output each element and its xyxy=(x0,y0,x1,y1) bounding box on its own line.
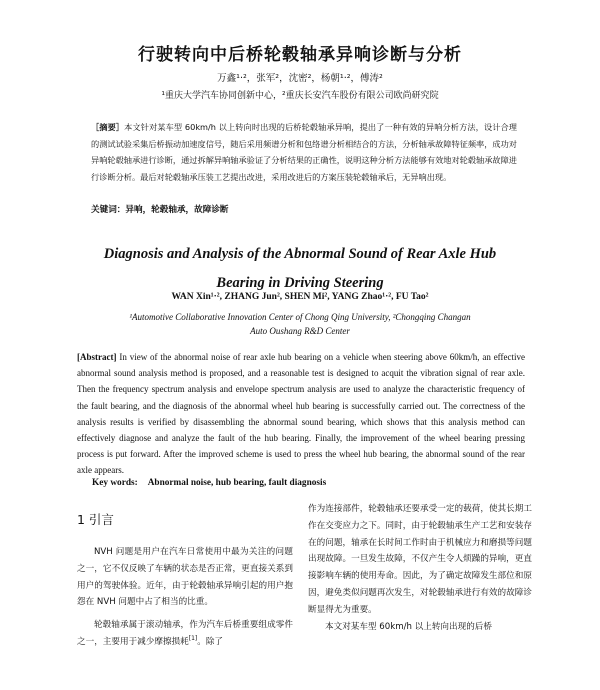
abstract-cn xyxy=(91,119,517,185)
affiliations-en-line1: ¹Automotive Collaborative Innovation Center of Chong Qing University, ²Chongqing Changan xyxy=(129,312,471,322)
paper-title-cn: 行驶转向中后桥轮毂轴承异响诊断与分析 xyxy=(138,45,462,65)
authors-en: WAN Xin¹·², ZHANG Jun², SHEN Mi², YANG Zhao¹·², FU Tao² xyxy=(171,292,429,302)
authors-cn: 万鑫¹·²，张军²，沈密²，杨朝¹·²，傅涛² xyxy=(217,73,383,84)
body-paragraph xyxy=(77,617,293,651)
abstract-en-text: In view of the abnormal noise of rear axle hub bearing on a vehicle when steering above 60km/h, an effective abnormal sound analysis method is proposed, and a reasonable test is designed to acquit the vibration signal of rear axle. Then the frequency spectrum analysis and envelope spectrum analysis are used to analyze the characteristic frequency of the fault bearing, and the diagnosis of the abnormal wheel hub bearing is successfully carried out. The correctness of the analysis results is verified by disassembling the abnormal sound bearing, which shows that this analysis method can effectively diagnose and analyze the fault of the hub bearing. Finally, the improvement of the wheel bearing pressing process is put forward. After the improved scheme is used to press the wheel hub bearing, the abnormal sound of the rear axle appears. xyxy=(77,352,526,476)
body-paragraph-text: 轮毂轴承属于滚动轴承，作为汽车后桥重要组成零件之一，主要用于减少摩擦损耗 xyxy=(77,620,293,647)
citation-ref: [1] xyxy=(188,635,198,643)
affiliations-en xyxy=(0,310,600,338)
affiliations-cn: ¹重庆大学汽车协同创新中心，²重庆长安汽车股份有限公司欧尚研究院 xyxy=(161,91,439,101)
keywords-cn-label: 关键词： xyxy=(91,205,126,215)
abstract-cn-label: ［摘要］ xyxy=(91,122,125,132)
paper-title-en xyxy=(0,240,600,298)
keywords-cn xyxy=(91,203,517,215)
keywords-cn-text: 异响，轮毂轴承，故障诊断 xyxy=(125,205,229,215)
body-paragraph: 本文对某车型 60km/h 以上转向出现的后桥 xyxy=(325,621,492,632)
paper-title-en-line1: Diagnosis and Analysis of the Abnormal Sound of Rear Axle Hub xyxy=(103,246,497,262)
body-paragraph: 作为连接部件，轮毂轴承还要承受一定的载荷，使其长期工作在交变应力之下。同时，由于轮毂轴承生产工艺和安装存在的问题，轴承在长时间工作时由于机械应力和磨损等问题出现故障。一旦发生故障，不仅产生令人烦躁的异响，更直接影响车辆的使用寿命。因此，为了确定故障发生部位和原因，避免类似问题再次发生，对轮毂轴承进行有效的故障诊断显得尤为重要。 xyxy=(308,504,532,615)
keywords-en-text: Abnormal noise, hub bearing, fault diagnosis xyxy=(147,478,327,488)
abstract-en xyxy=(77,349,525,479)
abstract-cn-text: 本文针对某车型 60km/h 以上转向时出现的后桥轮毂轴承异响，提出了一种有效的异响分析方法，设计合理的测试试验采集后桥振动加速度信号，随后采用频谱分析和包络谱分析相结合的方法，分析轴承故障特征频率，成功对异响轮毂轴承进行诊断，通过拆解异响轴承验证了分析结果的正确性，说明这种分析方法能够有效地对轮毂轴承故障进行诊断分析。最后对轮毂轴承压装工艺提出改进，采用改进后的方案压装轮毂轴承后，无异响出现。 xyxy=(91,122,517,182)
body-paragraph-text: 。除了 xyxy=(197,636,224,647)
body-column-right xyxy=(308,501,532,635)
keywords-en xyxy=(92,478,522,488)
keywords-en-label: Key words: xyxy=(92,478,138,488)
section-heading: 1 引言 xyxy=(77,512,114,527)
body-column-left xyxy=(77,510,293,651)
abstract-en-label: [Abstract] xyxy=(77,352,117,362)
affiliations-en-line2: Auto Oushang R&D Center xyxy=(250,326,350,336)
body-paragraph: NVH 问题是用户在汽车日常使用中最为关注的问题之一，它不仅反映了车辆的状态是否正常，更直接关系到用户的驾驶体验。近年，由于轮毂轴承异响引起的用户抱怨在 NVH 问题中占了相当的比重。 xyxy=(77,547,293,608)
paper-title-en-line2: Bearing in Driving Steering xyxy=(216,275,384,291)
